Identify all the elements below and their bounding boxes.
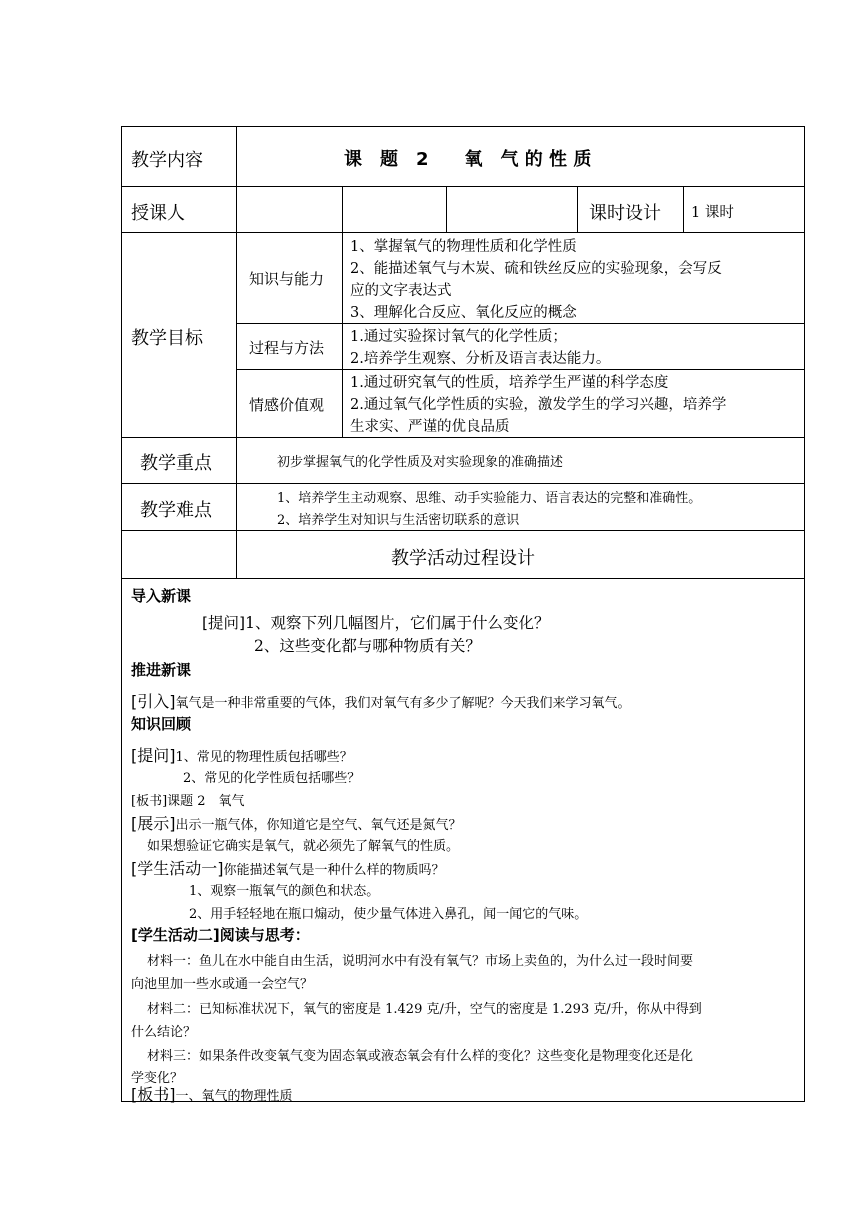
board-tag: [板书] [131,1085,176,1104]
row-divider [236,369,804,370]
question-line: 2、这些变化都与哪种物质有关？ [254,637,481,655]
course-title: 课 题 2 氧 气 的 性 质 [344,149,592,170]
review-heading: 知识回顾 [131,715,192,733]
material-line: 材料一：鱼儿在水中能自由生活，说明河水中有没有氧气？市场上卖鱼的，为什么过一段时间要 [147,954,694,969]
difficulty-line: 1、培养学生主动观察、思维、动手实验能力、语言表达的完整和准确性。 [277,491,702,506]
activity-text: 你能描述氧气是一种什么样的物质吗？ [223,863,445,878]
advance-heading: 推进新课 [131,661,192,679]
activity-2-heading: [学生活动二]阅读与思考： [131,926,310,944]
lesson-plan-table [121,126,805,1102]
show-line: 如果想验证它确实是氧气，就必须先了解氧气的性质。 [147,839,460,854]
board-note-2 [131,1082,293,1105]
question-line: 2、常见的化学性质包括哪些？ [183,771,361,786]
difficulty-label: 教学难点 [140,500,212,521]
row-divider [122,437,804,438]
activity-tag: [学生活动一] [131,859,224,878]
row-divider [122,530,804,531]
objectives-label: 教学目标 [131,328,203,349]
lead-text: 氧气是一种非常重要的气体，我们对氧气有多少了解呢？今天我们来学习氧气。 [175,696,631,711]
material-line: 学变化？ [131,1071,184,1086]
period-label: 课时设计 [589,203,661,224]
key-point-text: 初步掌握氧气的化学性质及对实验现象的准确描述 [277,455,564,470]
show-item [131,811,462,834]
lecturer-label: 授课人 [131,203,185,224]
objective-line: 2、能描述氧气与木炭、硫和铁丝反应的实验现象，会写反 [350,261,722,277]
row-divider [122,232,804,233]
row-divider [236,323,804,324]
board-note: [板书]课题 2 氧气 [131,794,245,809]
question-tag: [提问] [131,746,176,765]
show-text: 出示一瓶气体，你知道它是空气、氧气还是氮气？ [175,818,462,833]
objective-line: 1.通过研究氧气的性质，培养学生严谨的科学态度 [350,375,669,391]
lead-in [131,689,631,712]
objective-line: 应的文字表达式 [350,283,452,299]
objective-line: 1、掌握氧气的物理性质和化学性质 [350,239,577,255]
question-tag: [提问] [202,614,246,632]
objective-line: 3、理解化合反应、氧化反应的概念 [350,305,577,321]
material-line: 什么结论？ [131,1025,197,1040]
row-divider [122,578,804,579]
material-line: 材料三：如果条件改变氧气变为固态氧或液态氧会有什么样的变化？这些变化是物理变化还是化 [147,1049,694,1064]
activity-step: 2、用手轻轻地在瓶口煽动，使少量气体进入鼻孔，闻一闻它的气味。 [189,907,588,922]
col-divider [342,186,343,232]
objective-line: 2.通过氧气化学性质的实验，激发学生的学习兴趣，培养学 [350,397,727,413]
difficulty-line: 2、培养学生对知识与生活密切联系的意识 [277,513,520,528]
col-divider [446,186,447,232]
objective-line: 生求实、严谨的优良品质 [350,419,510,435]
col-divider [236,127,237,578]
process-title: 教学活动过程设计 [391,548,535,569]
question-2 [131,743,353,766]
intro-heading: 导入新课 [131,587,192,605]
row-divider [122,483,804,484]
question-line: 1、观察下列几幅图片，它们属于什么变化？ [245,614,550,632]
objective-category: 过程与方法 [249,339,325,357]
period-value: 1 课时 [691,205,734,221]
col-divider [683,186,684,232]
col-divider [342,232,343,437]
objective-category: 情感价值观 [249,396,325,414]
material-line: 向池里加一些水或通一会空气？ [131,977,314,992]
material-line: 材料二：已知标准状况下，氧气的密度是 1.429 克/升，空气的密度是 1.293 克/升，你从中得到 [147,1002,702,1017]
question-line: 1、常见的物理性质包括哪些？ [175,750,353,765]
board-text: 一、氧气的物理性质 [175,1089,293,1104]
key-point-label: 教学重点 [140,453,212,474]
col-divider [577,186,578,232]
show-tag: [展示] [131,814,176,833]
objective-line: 1.通过实验探讨氧气的化学性质； [350,329,567,345]
row-divider [122,186,804,187]
question-1 [202,611,549,633]
lead-tag: [引入] [131,692,176,711]
activity-step: 1、观察一瓶氧气的颜色和状态。 [189,884,380,899]
activity-1 [131,856,445,879]
objective-category: 知识与能力 [249,270,325,288]
teaching-content-label: 教学内容 [131,150,203,171]
objective-line: 2.培养学生观察、分析及语言表达能力。 [350,351,611,367]
